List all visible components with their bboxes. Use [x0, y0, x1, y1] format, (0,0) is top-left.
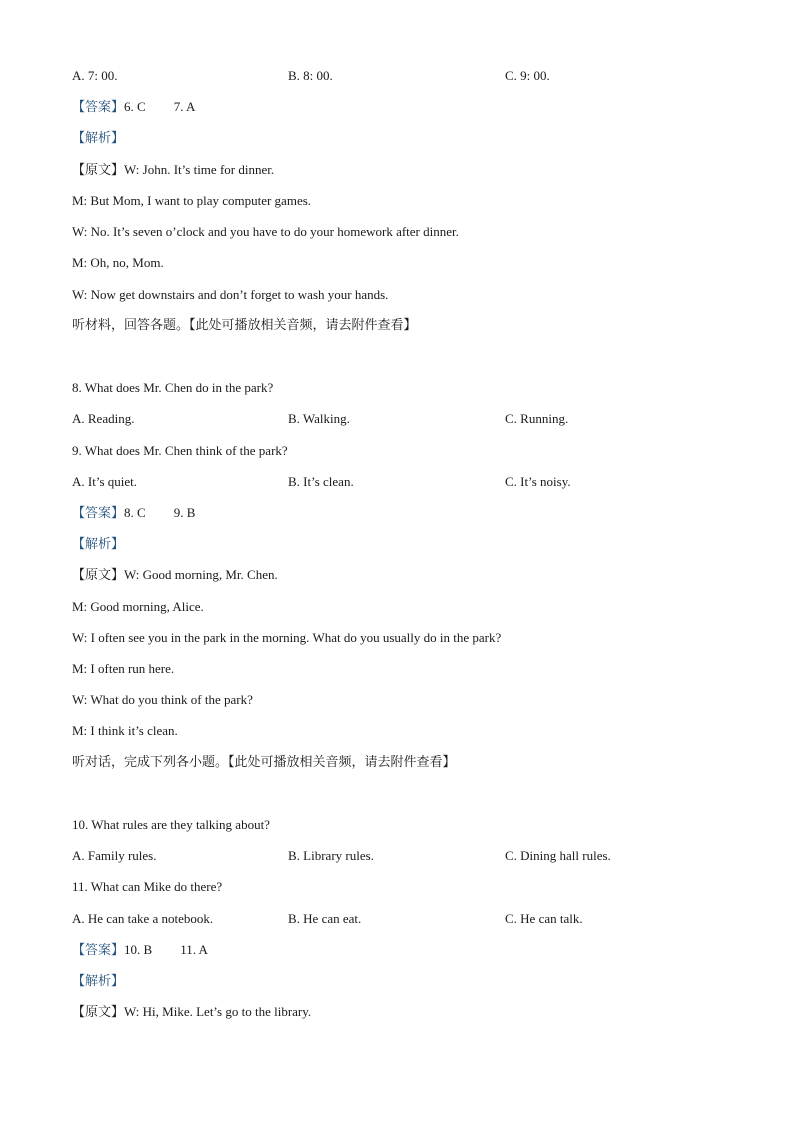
- option-c: C. Dining hall rules.: [505, 848, 611, 863]
- answer-value: 6. C: [124, 99, 146, 114]
- original-label: 【原文】: [72, 568, 125, 583]
- option-b: B. 8: 00.: [288, 68, 333, 83]
- original-label: 【原文】: [72, 163, 125, 178]
- transcript-line: M: I often run here.: [72, 661, 175, 676]
- analysis-label: 【解析】: [72, 974, 125, 989]
- transcript-line: W: Now get downstairs and don’t forget to wash your hands.: [72, 287, 389, 302]
- answer-value: 10. B: [124, 942, 153, 957]
- question-9: 9. What does Mr. Chen think of the park?: [72, 443, 288, 458]
- option-c: C. 9: 00.: [505, 68, 550, 83]
- answer-value: 11. A: [180, 942, 208, 957]
- option-a: A. Reading.: [72, 411, 135, 426]
- analysis-line: [72, 535, 124, 554]
- transcript-text: W: Good morning, Mr. Chen.: [124, 567, 278, 582]
- option-a: A. It’s quiet.: [72, 474, 137, 489]
- option-a: A. 7: 00.: [72, 68, 118, 83]
- transcript-line: W: I often see you in the park in the morning. What do you usually do in the park?: [72, 630, 502, 645]
- option-b: B. He can eat.: [288, 911, 362, 926]
- question-8: 8. What does Mr. Chen do in the park?: [72, 380, 274, 395]
- answer-value: 8. C: [124, 505, 146, 520]
- option-c: C. It’s noisy.: [505, 474, 571, 489]
- option-a: A. Family rules.: [72, 848, 157, 863]
- transcript-line: [72, 566, 278, 585]
- instruction-line: 听对话，完成下列各小题。【此处可播放相关音频，请去附件查看】: [72, 755, 456, 770]
- analysis-line: [72, 129, 124, 148]
- transcript-line: W: No. It’s seven o’clock and you have to do your homework after dinner.: [72, 224, 459, 239]
- instruction-line: 听材料，回答各题。【此处可播放相关音频，请去附件查看】: [72, 318, 417, 333]
- option-b: B. Walking.: [288, 411, 350, 426]
- answer-label: 【答案】: [72, 943, 125, 958]
- option-c: C. He can talk.: [505, 911, 583, 926]
- option-c: C. Running.: [505, 411, 569, 426]
- answer-value: 7. A: [173, 99, 196, 114]
- answer-line: [72, 504, 195, 523]
- transcript-line: M: I think it’s clean.: [72, 723, 178, 738]
- transcript-line: [72, 1003, 311, 1022]
- answer-line: [72, 98, 195, 117]
- analysis-line: [72, 972, 124, 991]
- question-11: 11. What can Mike do there?: [72, 879, 223, 894]
- transcript-line: [72, 161, 274, 180]
- analysis-label: 【解析】: [72, 131, 125, 146]
- option-b: B. It’s clean.: [288, 474, 354, 489]
- option-b: B. Library rules.: [288, 848, 374, 863]
- answer-value: 9. B: [173, 505, 196, 520]
- original-label: 【原文】: [72, 1005, 125, 1020]
- transcript-line: W: What do you think of the park?: [72, 692, 253, 707]
- option-a: A. He can take a notebook.: [72, 911, 214, 926]
- transcript-text: W: Hi, Mike. Let’s go to the library.: [124, 1004, 312, 1019]
- answer-label: 【答案】: [72, 100, 125, 115]
- question-10: 10. What rules are they talking about?: [72, 817, 270, 832]
- transcript-line: M: But Mom, I want to play computer games.: [72, 193, 312, 208]
- answer-line: [72, 941, 208, 960]
- transcript-line: M: Good morning, Alice.: [72, 599, 204, 614]
- transcript-line: M: Oh, no, Mom.: [72, 255, 164, 270]
- analysis-label: 【解析】: [72, 537, 125, 552]
- answer-label: 【答案】: [72, 506, 125, 521]
- transcript-text: W: John. It’s time for dinner.: [124, 162, 275, 177]
